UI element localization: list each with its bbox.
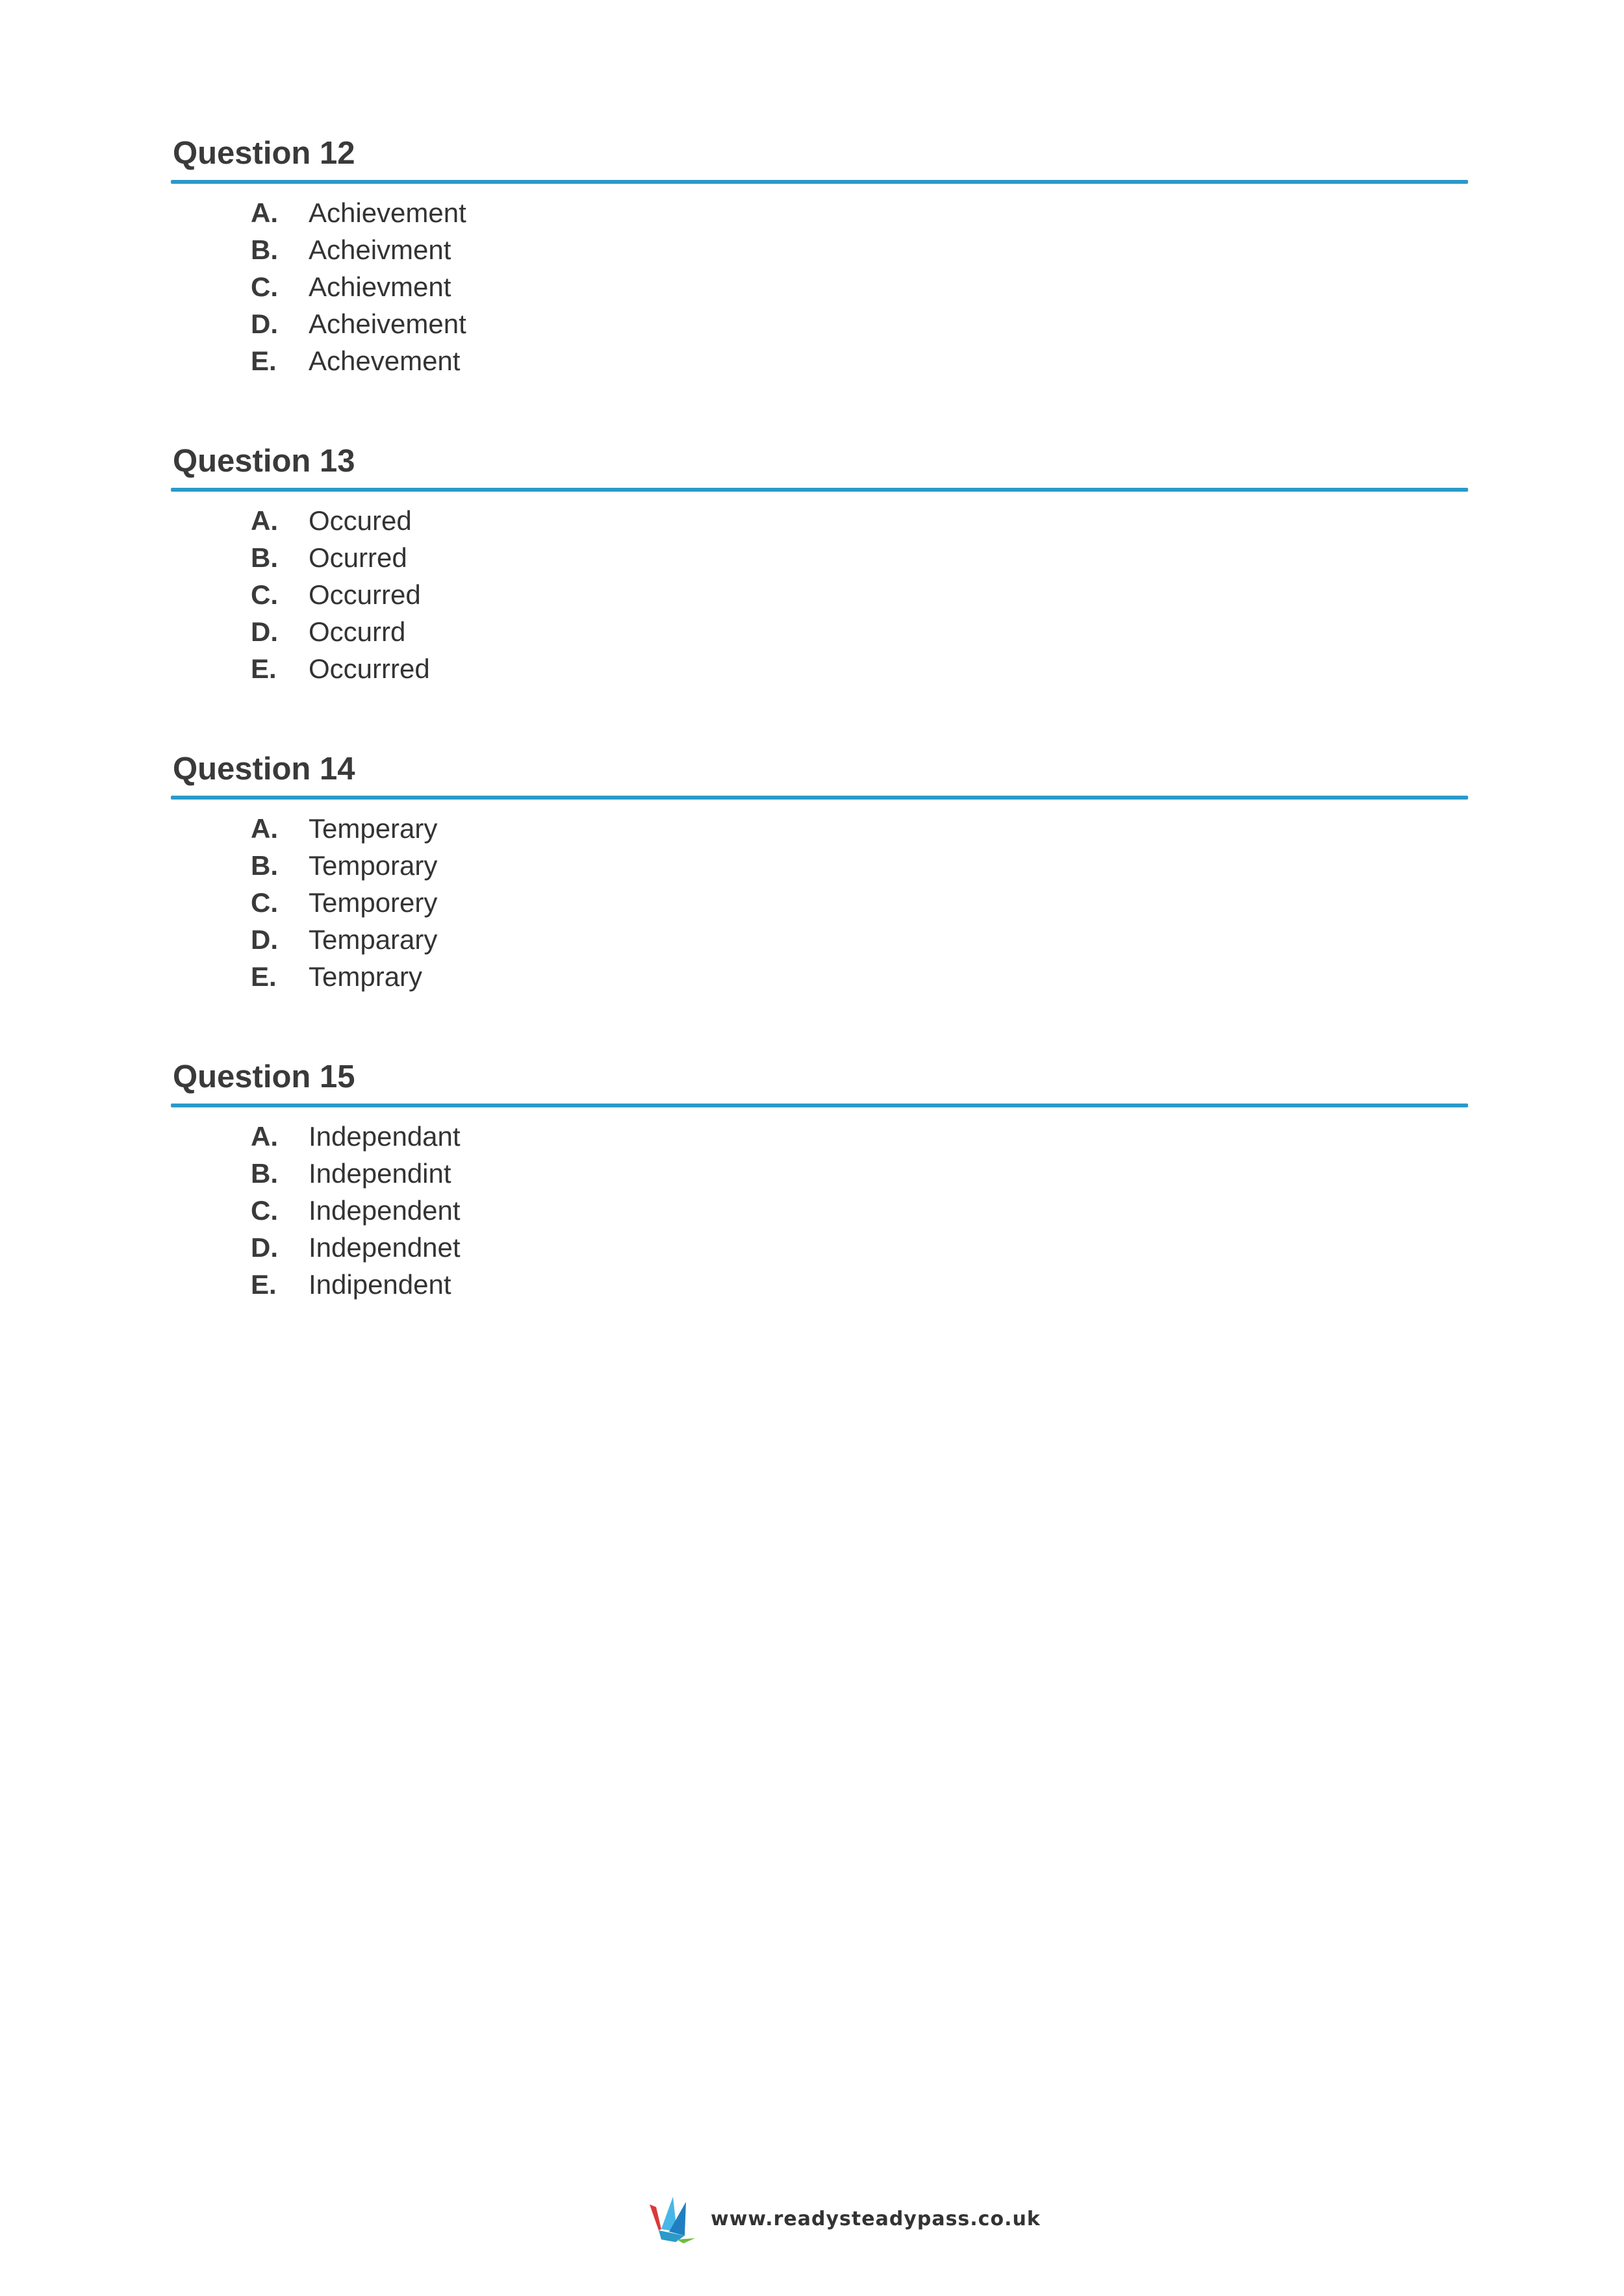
option-text: Temperary [309,813,438,844]
option-item [251,305,1468,342]
option-text: Temporary [309,850,438,881]
footer-url: www.readysteadypass.co.uk [711,2207,1041,2230]
option-text: Acheivment [309,234,451,265]
option-letter: C. [251,271,278,302]
option-text: Acheivement [309,309,466,339]
option-text: Temporery [309,887,438,918]
crane-logo-icon [647,2193,696,2245]
option-text: Independent [309,1195,461,1226]
option-text: Achievement [309,197,466,228]
question-title: Question 12 [173,136,355,171]
question-block-15 [171,1057,1468,1303]
option-letter: B. [251,1158,278,1189]
option-item [251,231,1468,268]
option-letter: A. [251,505,278,536]
option-item [251,539,1468,576]
option-item [251,958,1468,995]
option-letter: C. [251,887,278,918]
question-block-12 [171,134,1468,379]
option-item [251,650,1468,687]
question-block-14 [171,750,1468,995]
option-item [251,1229,1468,1266]
question-title: Question 14 [173,751,355,787]
option-letter: B. [251,234,278,265]
option-text: Independant [309,1121,461,1152]
option-item [251,576,1468,613]
option-item [251,194,1468,231]
option-letter: C. [251,579,278,610]
option-letter: B. [251,542,278,573]
option-text: Occurred [309,579,421,610]
option-text: Occurrd [309,616,406,647]
question-divider [171,796,1468,800]
question-title: Question 15 [173,1059,355,1094]
option-list [171,810,1468,995]
option-text: Occured [309,505,412,536]
option-letter: A. [251,813,278,844]
option-text: Achievment [309,271,451,302]
option-letter: D. [251,616,278,647]
option-list [171,194,1468,379]
option-item [251,268,1468,305]
option-item [251,1118,1468,1155]
option-item [251,1266,1468,1303]
option-text: Temparary [309,924,438,955]
option-text: Independint [309,1158,451,1189]
option-letter: B. [251,850,278,881]
option-letter: D. [251,924,278,955]
option-list [171,502,1468,687]
question-divider [171,180,1468,184]
option-item [251,810,1468,847]
option-item [251,1192,1468,1229]
option-letter: A. [251,1121,278,1152]
option-letter: A. [251,197,278,228]
option-item [251,847,1468,884]
option-letter: E. [251,653,277,684]
option-item [251,884,1468,921]
option-item [251,342,1468,379]
option-letter: E. [251,1269,277,1300]
option-text: Occurrred [309,653,430,684]
question-divider [171,1104,1468,1107]
option-letter: C. [251,1195,278,1226]
option-item [251,502,1468,539]
page-footer [647,2193,1041,2245]
question-title: Question 13 [173,444,355,479]
option-item [251,921,1468,958]
option-item [251,613,1468,650]
option-text: Ocurred [309,542,407,573]
option-text: Independnet [309,1232,461,1263]
option-text: Indipendent [309,1269,451,1300]
option-text: Temprary [309,961,423,992]
option-letter: E. [251,346,277,376]
question-divider [171,488,1468,492]
option-letter: E. [251,961,277,992]
option-list [171,1118,1468,1303]
option-text: Achevement [309,346,461,376]
option-letter: D. [251,309,278,339]
option-letter: D. [251,1232,278,1263]
option-item [251,1155,1468,1192]
question-block-13 [171,442,1468,687]
